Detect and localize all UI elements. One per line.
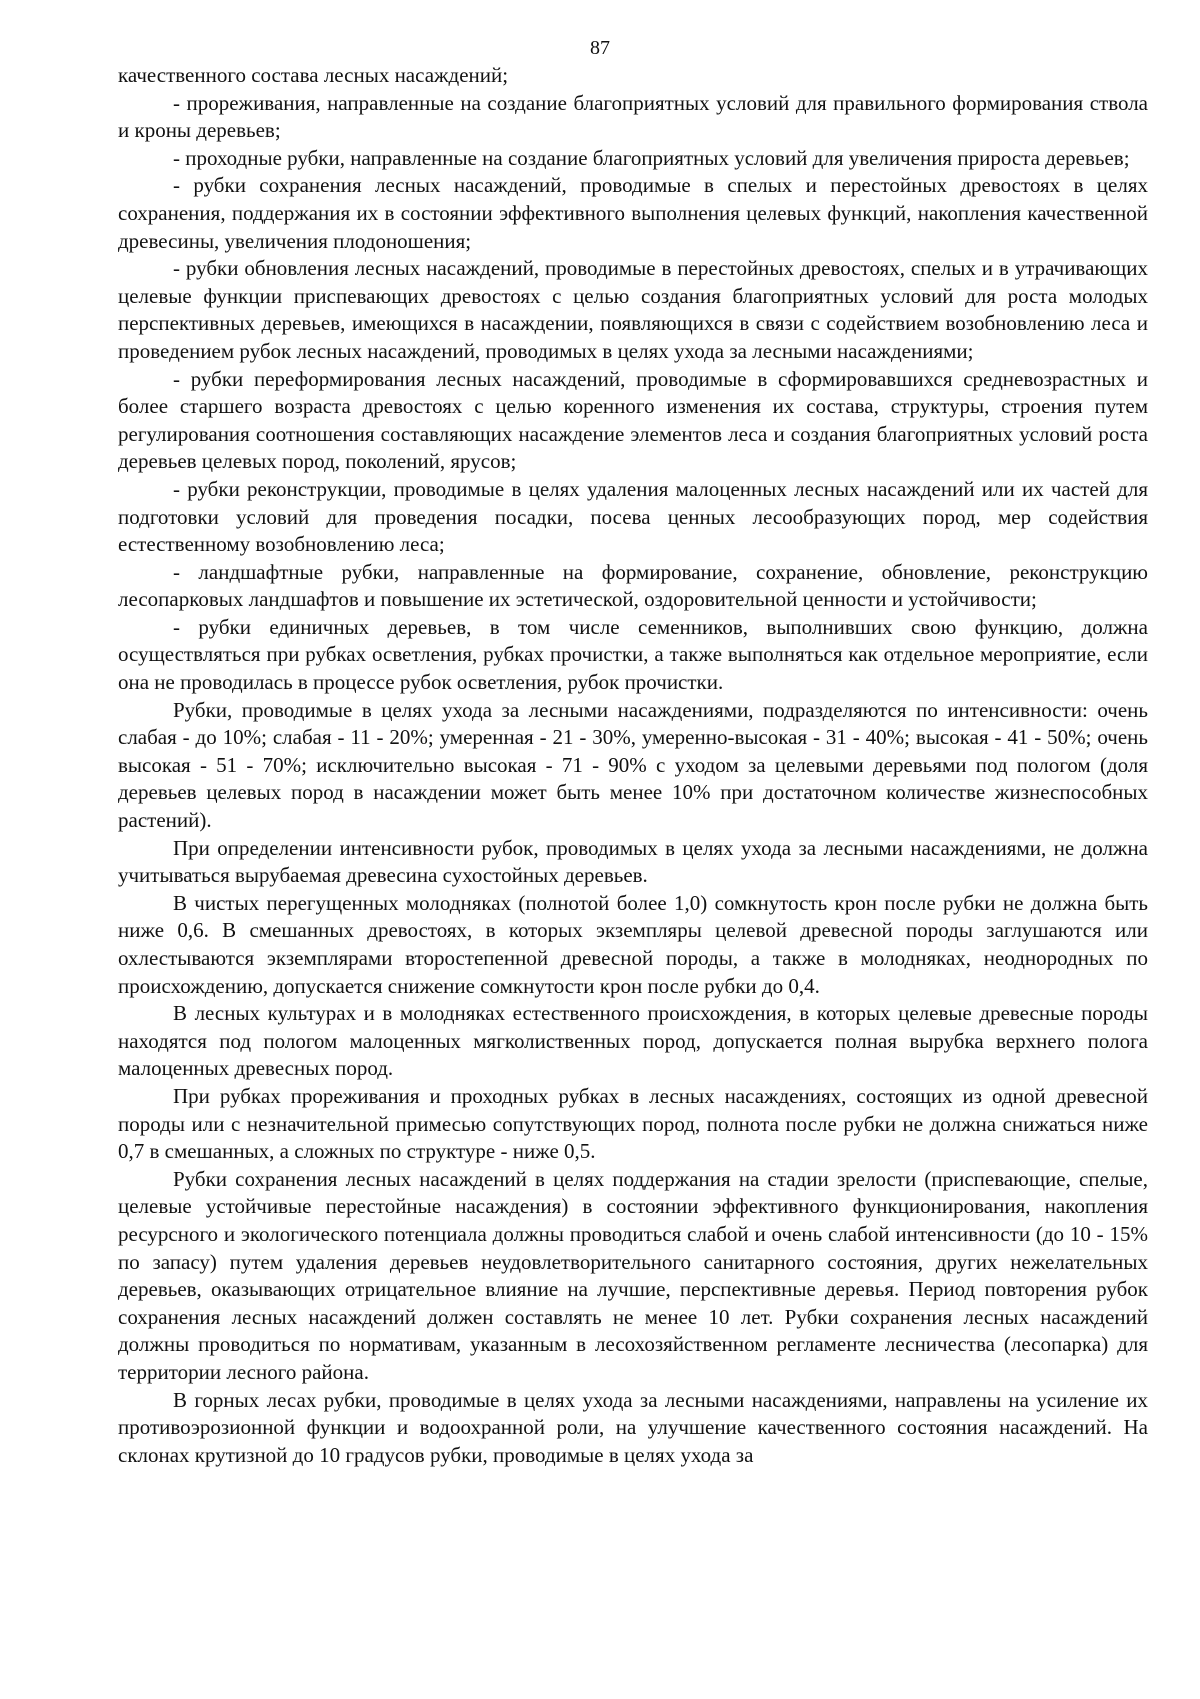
paragraph: В лесных культурах и в молодняках естественного происхождения, в которых целевые древесные породы находятся под пологом малоценных мягколиственных пород, допускается полная вырубка верхнего полога малоценных древесных пород. — [118, 1001, 1148, 1081]
paragraph: - рубки сохранения лесных насаждений, проводимые в спелых и перестойных древостоях в целях сохранения, поддержания их в состоянии эффективного выполнения целевых функций, накопления качественной древесины, увеличения плодоношения; — [118, 173, 1148, 253]
paragraph: - рубки единичных деревьев, в том числе семенников, выполнивших свою функцию, должна осуществляться при рубках осветления, рубках прочистки, а также выполняться как отдельное мероприятие, если она не проводилась в процессе рубок осветления, рубок прочистки. — [118, 614, 1148, 695]
paragraph: Рубки, проводимые в целях ухода за лесными насаждениями, подразделяются по интенсивности: очень слабая - до 10%; слабая - 11 - 20%; умеренная - 21 - 30%, умеренно-высокая - 31 - 40%; высокая - 41 - 50%; очень высокая - 51 - 70%; исключительно высокая - 71 - 90% с уходом за целевыми деревьями под пологом (доля деревьев целевых пород в насаждении может быть менее 10% при достаточном количестве жизнеспособных растений). — [118, 697, 1148, 833]
paragraph: При рубках прореживания и проходных рубках в лесных насаждениях, состоящих из одной древесной породы или с незначительной примесью сопутствующих пород, полнота после рубки не должна снижаться ниже 0,7 в смешанных, а сложных по структуре - ниже 0,5. — [118, 1083, 1148, 1164]
paragraph: Рубки сохранения лесных насаждений в целях поддержания на стадии зрелости (приспевающие, спелые, целевые устойчивые перестойные насаждения) в состоянии эффективного функционирования, накопления ресурсного и экологического потенциала должны проводиться слабой и очень слабой интенсивности (до 10 - 15% по запасу) путем удаления деревьев неудовлетворительного санитарного состояния, других нежелательных деревьев, оказывающих отрицательное влияние на лучшие, перспективные деревья. Период повторения рубок сохранения лесных насаждений должен составлять не менее 10 лет. Рубки сохранения лесных насаждений должны проводиться по нормативам, указанным в лесохозяйственном регламенте лесничества (лесопарка) для территории лесного района. — [118, 1166, 1148, 1384]
document-body — [118, 62, 1148, 1469]
paragraph: - рубки обновления лесных насаждений, проводимые в перестойных древостоях, спелых и в утрачивающих целевые функции приспевающих древостоях с целью создания благоприятных условий для роста молодых перспективных деревьев, имеющихся в насаждении, появляющихся в связи с содействием возобновлению леса и проведением рубок лесных насаждений, проводимых в целях ухода за лесными насаждениями; — [118, 256, 1148, 363]
paragraph: - рубки переформирования лесных насаждений, проводимые в сформировавшихся средневозрастных и более старшего возраста древостоях с целью коренного изменения их состава, структуры, строения путем регулирования соотношения составляющих насаждение элементов леса и создания благоприятных условий роста деревьев целевых пород, поколений, ярусов; — [118, 366, 1148, 474]
paragraph: - рубки реконструкции, проводимые в целях удаления малоценных лесных насаждений или их частей для подготовки условий для проведения посадки, посева ценных лесообразующих пород, мер содействия естественному возобновлению леса; — [118, 476, 1148, 557]
paragraph: - прореживания, направленные на создание благоприятных условий для правильного формирования ствола и кроны деревьев; — [118, 90, 1148, 143]
page-number: 87 — [590, 37, 610, 59]
paragraph: качественного состава лесных насаждений; — [118, 63, 509, 87]
paragraph: - проходные рубки, направленные на создание благоприятных условий для увеличения прироста деревьев; — [173, 145, 1130, 170]
paragraph: В чистых перегущенных молодняках (полнотой более 1,0) сомкнутость крон после рубки не должна быть ниже 0,6. В смешанных древостоях, в которых экземпляры целевой древесной породы заглушаются или охлестываются экземплярами второстепенной древесной породы, а также в молодняках, неоднородных по происхождению, допускается снижение сомкнутости крон после рубки до 0,4. — [118, 890, 1148, 998]
paragraph: - ландшафтные рубки, направленные на формирование, сохранение, обновление, реконструкцию лесопарковых ландшафтов и повышение их эстетической, оздоровительной ценности и устойчивости; — [118, 559, 1148, 612]
paragraph: В горных лесах рубки, проводимые в целях ухода за лесными насаждениями, направлены на усиление их противоэрозионной функции и водоохранной роли, на улучшение качественного состояния насаждений. На склонах крутизной до 10 градусов рубки, проводимые в целях ухода за — [118, 1387, 1148, 1467]
paragraph: При определении интенсивности рубок, проводимых в целях ухода за лесными насаждениями, не должна учитываться вырубаемая древесина сухостойных деревьев. — [118, 835, 1148, 888]
